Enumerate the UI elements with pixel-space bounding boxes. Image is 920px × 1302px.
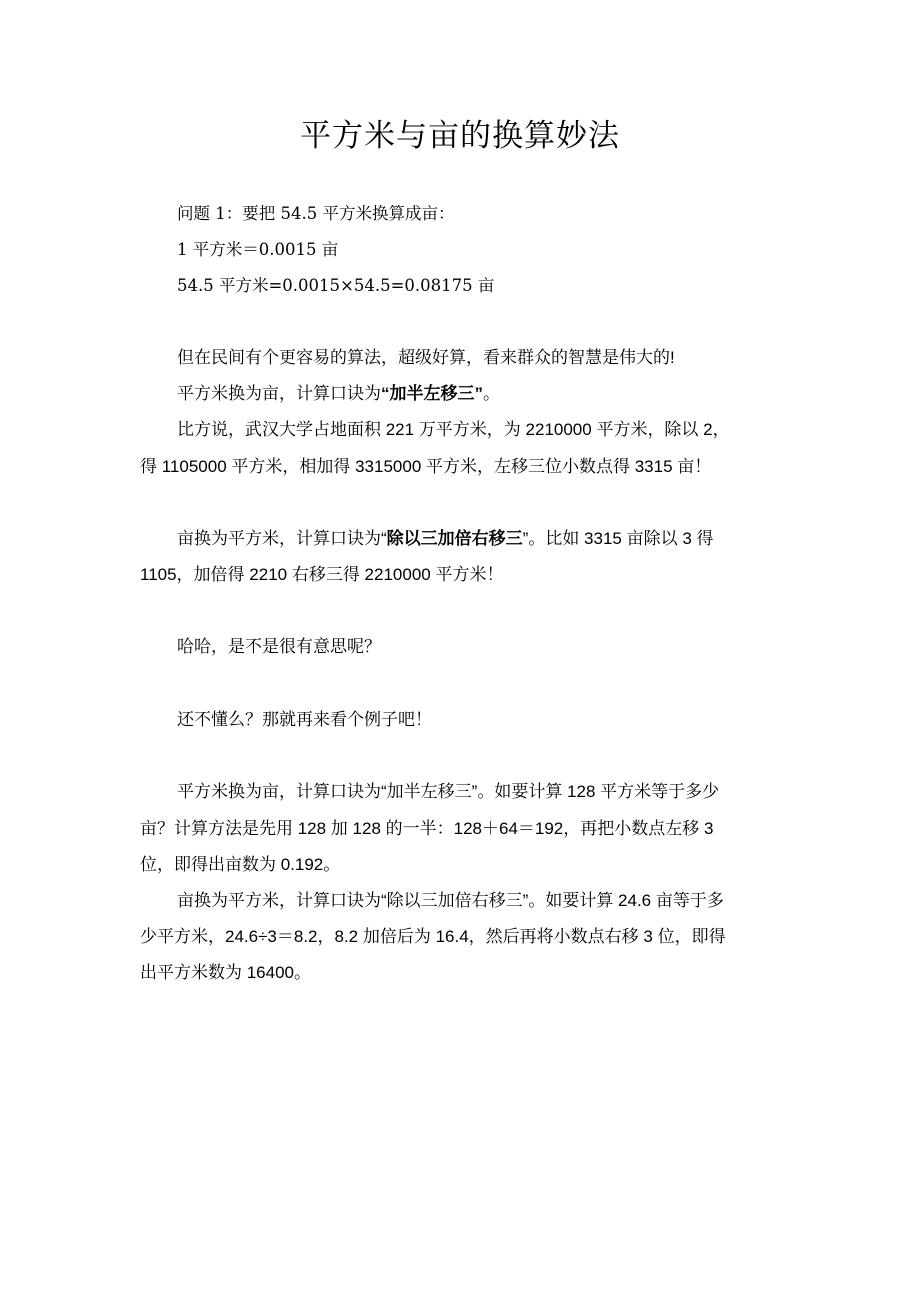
interesting-remark: 哈哈，是不是很有意思呢？ [177, 637, 381, 656]
another-example-remark: 还不懂么？那就再来看个例子吧！ [177, 710, 432, 729]
rhyme-suffix: 。 [483, 384, 500, 403]
conversion-example-line: 54.5 平方米=0.0015×54.5=0.08175 亩 [177, 276, 495, 295]
mu-to-sqm-example: 1105，加倍得 2210 右移三得 2210000 平方米！ [140, 565, 504, 584]
rhyme2-prefix: 亩换为平方米，计算口诀为“ [177, 529, 387, 548]
document-title: 平方米与亩的换算妙法 [300, 118, 620, 154]
rhyme-prefix: 平方米换为亩，计算口诀为 [177, 384, 381, 403]
rhyme-bold: “加半左移三” [381, 384, 483, 403]
folk-method-intro: 但在民间有个更容易的算法，超级好算，看来群众的智慧是伟大的! [177, 348, 675, 367]
example-24-6-line-1: 亩换为平方米，计算口诀为“除以三加倍右移三”。如要计算 24.6 亩等于多 [177, 891, 724, 910]
mu-to-sqm-rhyme [140, 527, 817, 551]
example-128-line-2: 亩？计算方法是先用 128 加 128 的一半：128＋64＝192，再把小数点左移 3 [140, 819, 714, 838]
rhyme2-suffix: ”。比如 3315 亩除以 3 得 [522, 529, 714, 548]
wuhan-example-line-2: 得 1105000 平方米，相加得 3315000 平方米，左移三位小数点得 3315 亩！ [140, 457, 712, 476]
example-24-6-line-3: 出平方米数为 16400。 [140, 963, 311, 982]
sqm-to-mu-rhyme [140, 382, 817, 406]
example-24-6-line-2: 少平方米，24.6÷3＝8.2，8.2 加倍后为 16.4，然后再将小数点右移 3 位，即得 [140, 927, 726, 946]
wuhan-example-line-1: 比方说，武汉大学占地面积 221 万平方米，为 2210000 平方米，除以 2， [177, 420, 730, 439]
example-128-line-3: 位，即得出亩数为 0.192。 [140, 855, 341, 874]
rhyme2-bold: 除以三加倍右移三 [386, 529, 523, 548]
example-128-line-1: 平方米换为亩，计算口诀为“加半左移三”。如要计算 128 平方米等于多少 [177, 782, 720, 801]
question-1-line: 问题 1：要把 54.5 平方米换算成亩： [177, 204, 455, 223]
conversion-rate-line: 1 平方米＝0.0015 亩 [177, 240, 339, 259]
